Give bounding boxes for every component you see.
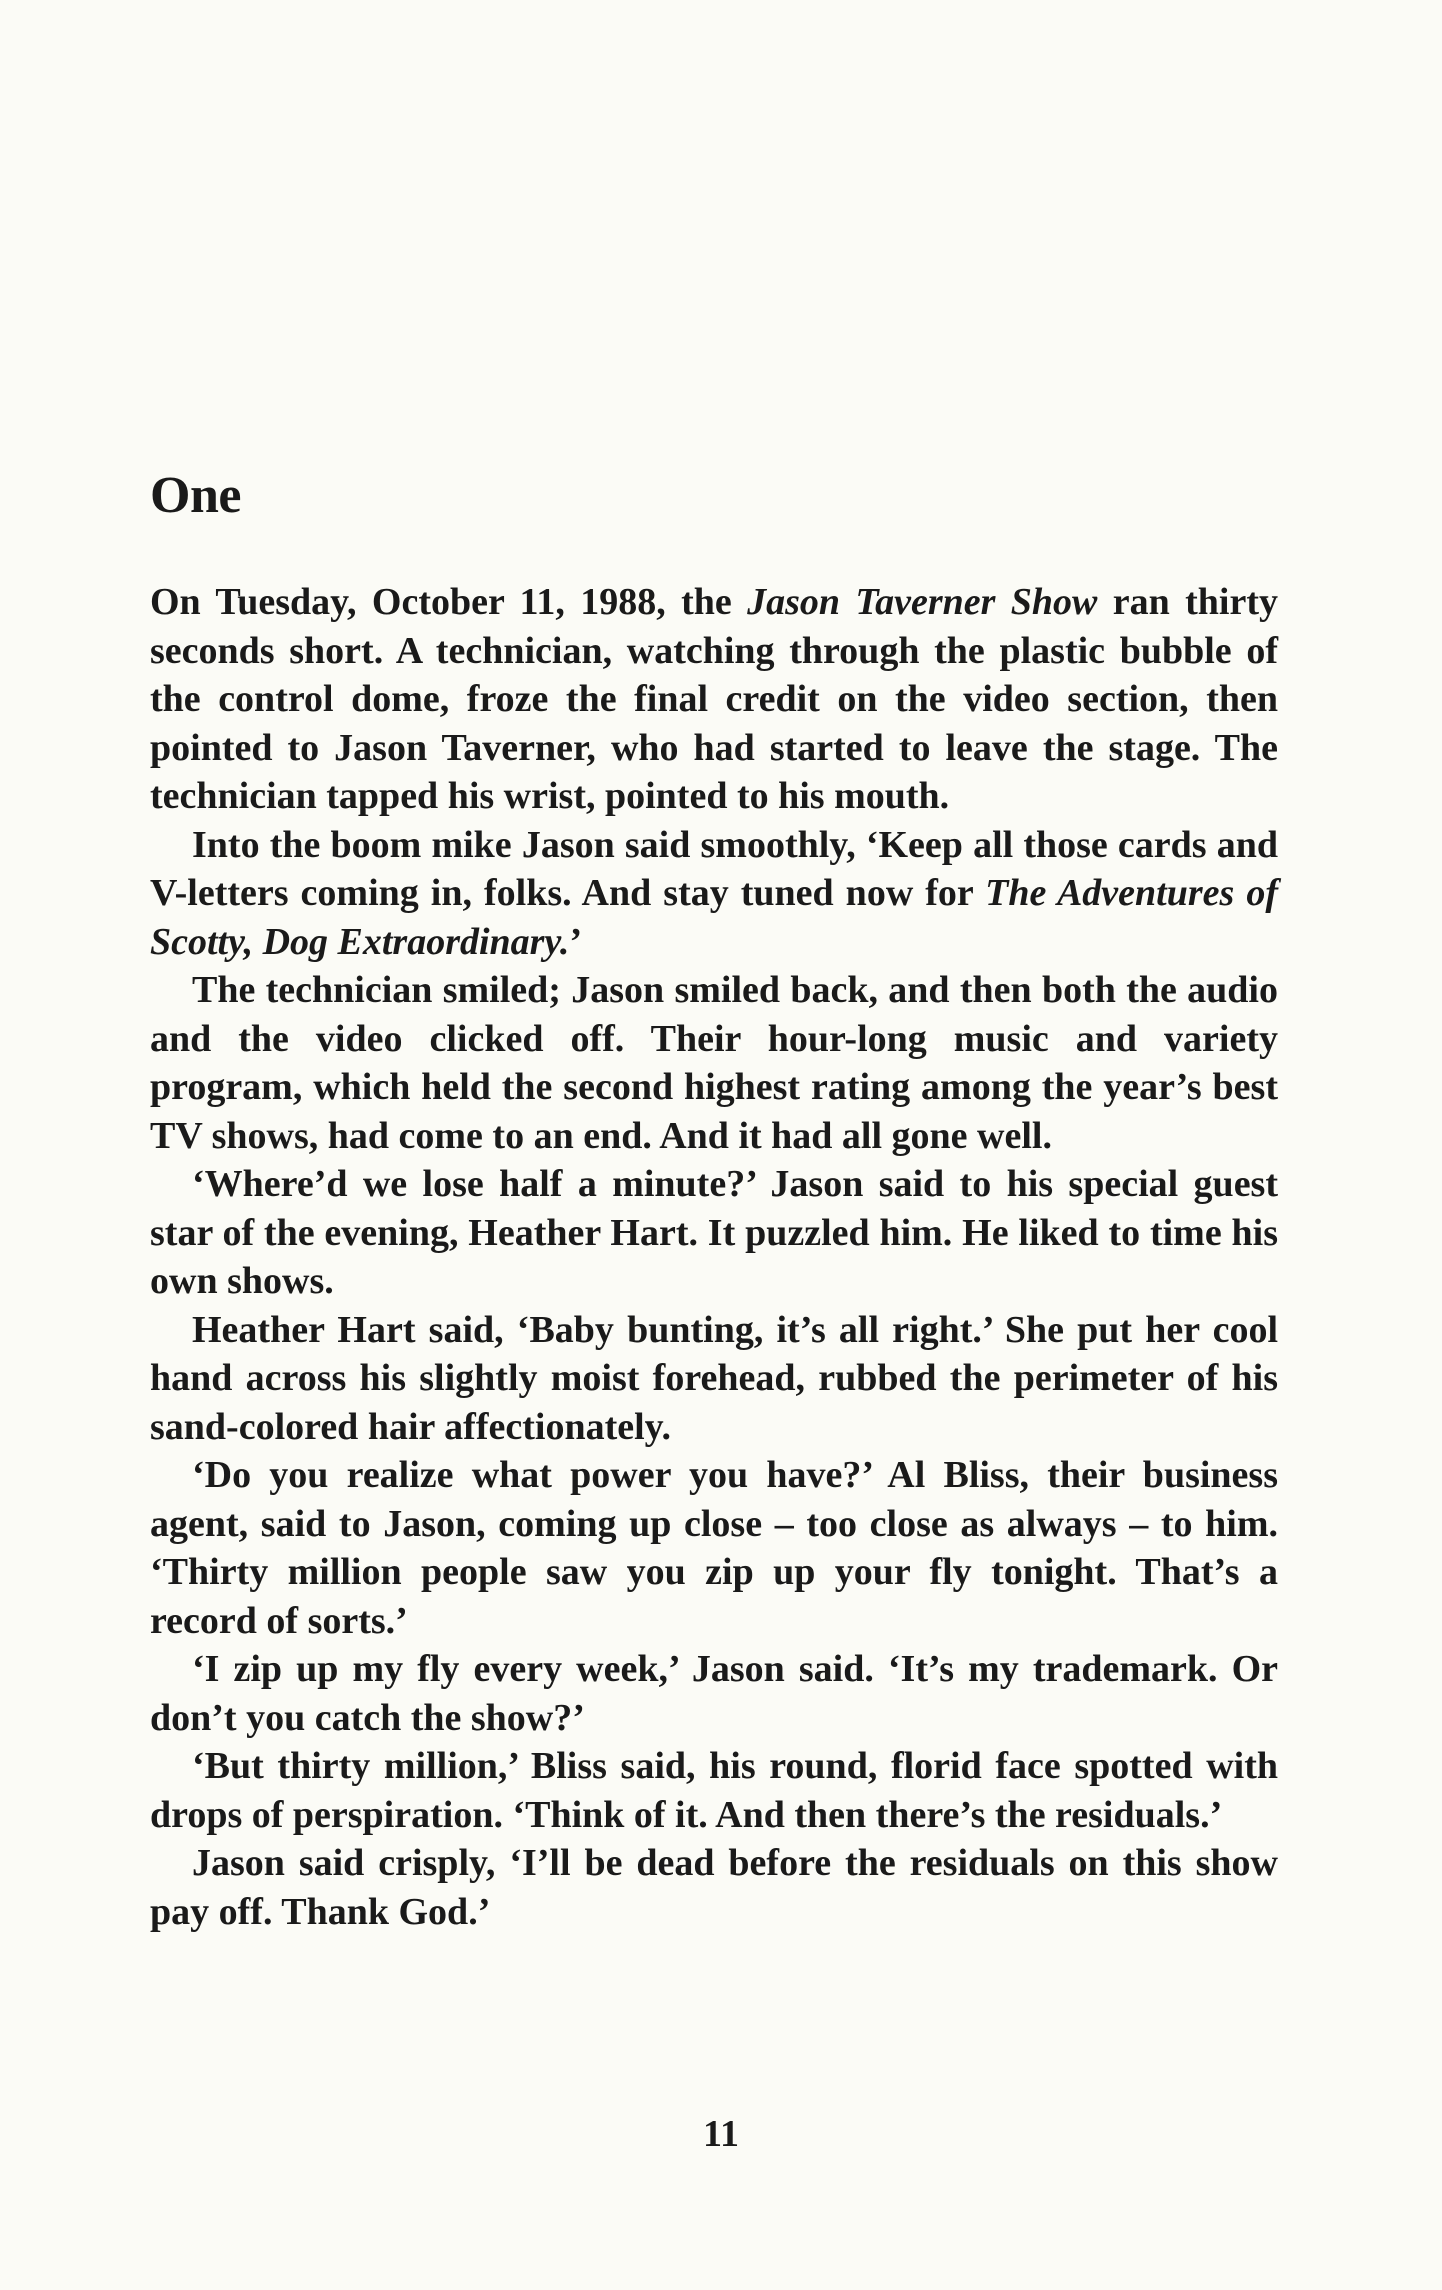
- page-number: 11: [703, 2113, 739, 2155]
- paragraph: [150, 1306, 1278, 1452]
- paragraph: [150, 1839, 1278, 1936]
- show-title: The Adventures of Scotty, Dog Extraordinary.: [150, 872, 1278, 963]
- chapter-body: [150, 578, 1278, 1936]
- paragraph-text: ‘Do you realize what power you have?’ Al Bliss, their business agent, said to Jason, coming up close – too close as always – to him. ‘Thirty million people saw you zip up your fly tonight. That’s a record of sorts.’: [150, 1454, 1278, 1642]
- paragraph-text: Heather Hart said, ‘Baby bunting, it’s all right.’ She put her cool hand across his slightly moist forehead, rubbed the perimeter of his sand-colored hair affectionately.: [150, 1308, 1278, 1448]
- paragraph: [150, 1645, 1278, 1742]
- paragraph-text: ‘Where’d we lose half a minute?’ Jason said to his special guest star of the evening, Heather Hart. It puzzled him. He liked to time his own shows.: [150, 1163, 1278, 1302]
- paragraph: [150, 1742, 1278, 1839]
- paragraph-text: Jason said crisply, ‘I’ll be dead before the residuals on this show pay off. Thank God.’: [150, 1842, 1278, 1933]
- paragraph-text: ‘I zip up my fly every week,’ Jason said. ‘It’s my trademark. Or don’t you catch the show?’: [150, 1648, 1278, 1739]
- paragraph-text: Into the boom mike Jason said smoothly, ‘Keep all those cards and V-letters coming in, folks. And stay tuned now for: [150, 823, 1278, 914]
- paragraph: [150, 1160, 1278, 1306]
- paragraph: [150, 578, 1278, 821]
- paragraph-text: ‘But thirty million,’ Bliss said, his round, florid face spotted with drops of perspiration. ‘Think of it. And then there’s the residuals.’: [150, 1745, 1278, 1836]
- paragraph-text: ran thirty seconds short. A technician, watching through the plastic bubble of the control dome, froze the final credit on the video section, then pointed to Jason Taverner, who had started to leave the stage. The technician tapped his wrist, pointed to his mouth.: [150, 581, 1278, 817]
- paragraph: [150, 1451, 1278, 1645]
- paragraph: [150, 821, 1278, 967]
- paragraph-text: On Tuesday, October 11, 1988, the: [150, 581, 748, 623]
- chapter-title: One: [150, 467, 241, 524]
- show-title: Jason Taverner Show: [747, 581, 1098, 623]
- paragraph-text: ’: [569, 920, 583, 963]
- paragraph-text: The technician smiled; Jason smiled back, and then both the audio and the video clicked off. Their hour-long music and variety program, which held the second highest rating among the year’s best TV shows, had come to an end. And it had all gone well.: [150, 969, 1278, 1157]
- paragraph: [150, 966, 1278, 1160]
